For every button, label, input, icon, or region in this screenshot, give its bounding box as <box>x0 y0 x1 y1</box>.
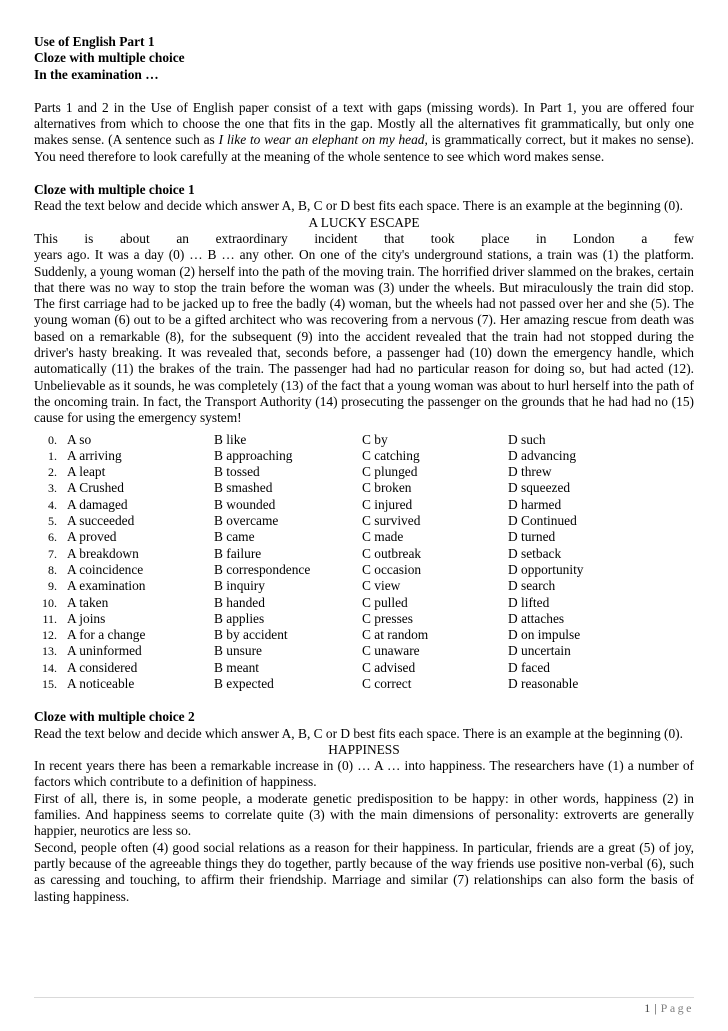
option-a: A succeeded <box>67 513 135 529</box>
option-d: D threw <box>508 464 552 480</box>
option-b: B handed <box>214 594 265 610</box>
option-c: C unaware <box>362 643 420 659</box>
option-d: D harmed <box>508 496 562 512</box>
option-b: B overcame <box>214 513 279 529</box>
section-heading-examination: In the examination … <box>34 66 159 82</box>
cloze1-title: A LUCKY ESCAPE <box>308 214 420 230</box>
option-row <box>34 578 694 594</box>
footer-divider <box>34 997 694 998</box>
option-number: 8. <box>48 562 57 577</box>
option-b: B expected <box>214 675 274 691</box>
option-d: D reasonable <box>508 675 579 691</box>
cloze2-instructions: Read the text below and decide which answer A, B, C or D best fits each space. There is an example at the beginning (0). <box>34 725 683 741</box>
cloze1-heading: Cloze with multiple choice 1 <box>34 182 195 198</box>
option-row <box>34 497 694 513</box>
option-a: A breakdown <box>67 545 139 561</box>
option-a: A taken <box>67 594 109 610</box>
option-d: D on impulse <box>508 627 581 643</box>
option-number: 7. <box>48 546 57 561</box>
page-label: Page <box>660 1001 694 1015</box>
option-number: 3. <box>48 481 57 496</box>
option-d: D such <box>508 431 546 447</box>
option-d: D lifted <box>508 594 550 610</box>
option-row <box>34 546 694 562</box>
option-c: C injured <box>362 496 413 512</box>
option-number: 4. <box>48 497 57 512</box>
option-a: A coincidence <box>67 561 144 577</box>
doc-title: Use of English Part 1 <box>34 34 155 49</box>
cloze1-text: years ago. It was a day (0) … B … any other. On one of the city's underground stations, a train was (1) the platform. Suddenly, a young woman (2) herself into the path of the moving train. The horrified driver slammed on the brakes, certain that there was no way to stop the train before the woman was (3) under the wheels. But miraculously the train did stop. The first carriage had to be jacked up to free the badly (4) woman, but the wheels had not passed over her and she (5). The young woman (6) out to be a gifted architect who was recovering from a nervous (7). Her amazing rescue from death was based on a remarkable (8), for the subsequent (9) into the accident revealed that the train had not stopped during the driver's hasty breaking. It was revealed that, seconds before, a passenger had (10) down the emergency handle, which automatically (11) the brakes of the train. The passenger had had no particular reason for doing so, but had acted (12). Unbelievable as it sounds, he was completely (13) of the fact that a young woman was about to hurl herself into the path of the oncoming train. In fact, the Transport Authority (14) prosecuting the passenger on the grounds that he had had no (15) cause for using the emergency system! <box>34 247 694 426</box>
option-c: C catching <box>362 447 420 463</box>
option-number: 15. <box>42 676 57 691</box>
intro-text-end: is grammatically correct, but it makes no sense). You need therefore to look carefully at the meaning of the whole sentence to see which word makes sense. <box>34 132 694 164</box>
option-c: C presses <box>362 610 413 626</box>
doc-subtitle: Cloze with multiple choice <box>34 50 185 66</box>
option-b: B like <box>214 431 247 447</box>
option-c: C occasion <box>362 561 422 577</box>
option-c: C pulled <box>362 594 408 610</box>
option-c: C by <box>362 431 388 447</box>
intro-paragraph <box>34 100 694 165</box>
option-d: D turned <box>508 529 556 545</box>
option-row <box>34 595 694 611</box>
option-b: B smashed <box>214 480 273 496</box>
option-a: A considered <box>67 659 138 675</box>
option-row <box>34 660 694 676</box>
option-a: A proved <box>67 529 117 545</box>
option-b: B approaching <box>214 447 293 463</box>
option-number: 2. <box>48 465 57 480</box>
option-d: D faced <box>508 659 551 675</box>
option-c: C plunged <box>362 464 418 480</box>
option-a: A so <box>67 431 92 447</box>
option-d: D search <box>508 578 556 594</box>
option-number: 11. <box>42 611 57 626</box>
document-page <box>34 34 694 905</box>
option-a: A damaged <box>67 496 128 512</box>
option-d: D attaches <box>508 610 565 626</box>
option-c: C survived <box>362 513 421 529</box>
option-c: C advised <box>362 659 416 675</box>
option-number: 1. <box>48 448 57 463</box>
option-a: A examination <box>67 578 146 594</box>
option-d: D setback <box>508 545 562 561</box>
option-row <box>34 643 694 659</box>
option-d: D uncertain <box>508 643 571 659</box>
option-b: B came <box>214 529 255 545</box>
option-row <box>34 562 694 578</box>
option-b: B applies <box>214 610 265 626</box>
option-a: A for a change <box>67 627 146 643</box>
option-b: B inquiry <box>214 578 265 594</box>
option-a: A Crushed <box>67 480 124 496</box>
page-number: 1 <box>644 1001 651 1015</box>
option-number: 10. <box>42 595 57 610</box>
option-row <box>34 480 694 496</box>
page-footer <box>644 1001 694 1016</box>
option-number: 5. <box>48 514 57 529</box>
cloze2-heading: Cloze with multiple choice 2 <box>34 709 195 725</box>
option-a: A uninformed <box>67 643 142 659</box>
option-c: C broken <box>362 480 412 496</box>
option-number: 9. <box>48 579 57 594</box>
option-a: A leapt <box>67 464 106 480</box>
option-a: A noticeable <box>67 675 135 691</box>
option-b: B unsure <box>214 643 262 659</box>
option-b: B wounded <box>214 496 276 512</box>
option-row <box>34 676 694 692</box>
option-c: C view <box>362 578 401 594</box>
option-number: 0. <box>48 432 57 447</box>
option-number: 13. <box>42 644 57 659</box>
option-c: C made <box>362 529 404 545</box>
footer-separator: | <box>654 1001 657 1015</box>
option-row <box>34 529 694 545</box>
option-b: B meant <box>214 659 259 675</box>
option-c: C correct <box>362 675 412 691</box>
cloze1-text-first-line: This is about an extraordinary incident that took place in London a few <box>34 230 694 246</box>
cloze2-title: HAPPINESS <box>328 741 400 757</box>
option-d: D opportunity <box>508 561 584 577</box>
cloze2-paragraph-3: Second, people often (4) good social relations as a reason for their happiness. In particular, friends are a great (5) of joy, partly because of the agreeable things they do together, partly because of the way friends use positive non-verbal (6), such as caressing and touching, to affirm their friendship. Marriage and similar (7) relationships can also form the basis of lasting happiness. <box>34 839 694 904</box>
intro-text-start: Parts 1 and 2 in the Use of English paper consist of a text with gaps (missing words). In Part 1, you are offered four alternatives from which to choose the one that fits in the gap. Mostly all the alternatives fit grammatically, but only one makes sense. (A sentence such as <box>34 99 694 148</box>
option-row <box>34 448 694 464</box>
option-number: 14. <box>42 660 57 675</box>
cloze1-instructions: Read the text below and decide which answer A, B, C or D best fits each space. There is an example at the beginning (0). <box>34 198 683 214</box>
cloze2-paragraph-1: In recent years there has been a remarkable increase in (0) … A … into happiness. The researchers have (1) a number of factors which contribute to a definition of happiness. <box>34 758 694 790</box>
option-row <box>34 513 694 529</box>
option-c: C outbreak <box>362 545 422 561</box>
intro-example-sentence: I like to wear an elephant on my head, <box>218 132 428 148</box>
cloze2-paragraph-2: First of all, there is, in some people, a moderate genetic predisposition to be happy: in other words, happiness (2) in families. And happiness seems to correlate quite (3) with the main dimensions of personality: extroverts are generally happier, neurotics are less so. <box>34 790 694 839</box>
option-row <box>34 464 694 480</box>
cloze1-options-list <box>34 432 694 693</box>
option-a: A joins <box>67 610 106 626</box>
option-row <box>34 627 694 643</box>
option-row <box>34 611 694 627</box>
option-number: 6. <box>48 530 57 545</box>
option-b: B correspondence <box>214 561 311 577</box>
option-b: B by accident <box>214 627 288 643</box>
option-d: D Continued <box>508 513 577 529</box>
option-a: A arriving <box>67 447 122 463</box>
option-d: D advancing <box>508 447 577 463</box>
option-number: 12. <box>42 628 57 643</box>
option-c: C at random <box>362 627 429 643</box>
option-d: D squeezed <box>508 480 571 496</box>
option-row <box>34 432 694 448</box>
option-b: B tossed <box>214 464 260 480</box>
option-b: B failure <box>214 545 262 561</box>
